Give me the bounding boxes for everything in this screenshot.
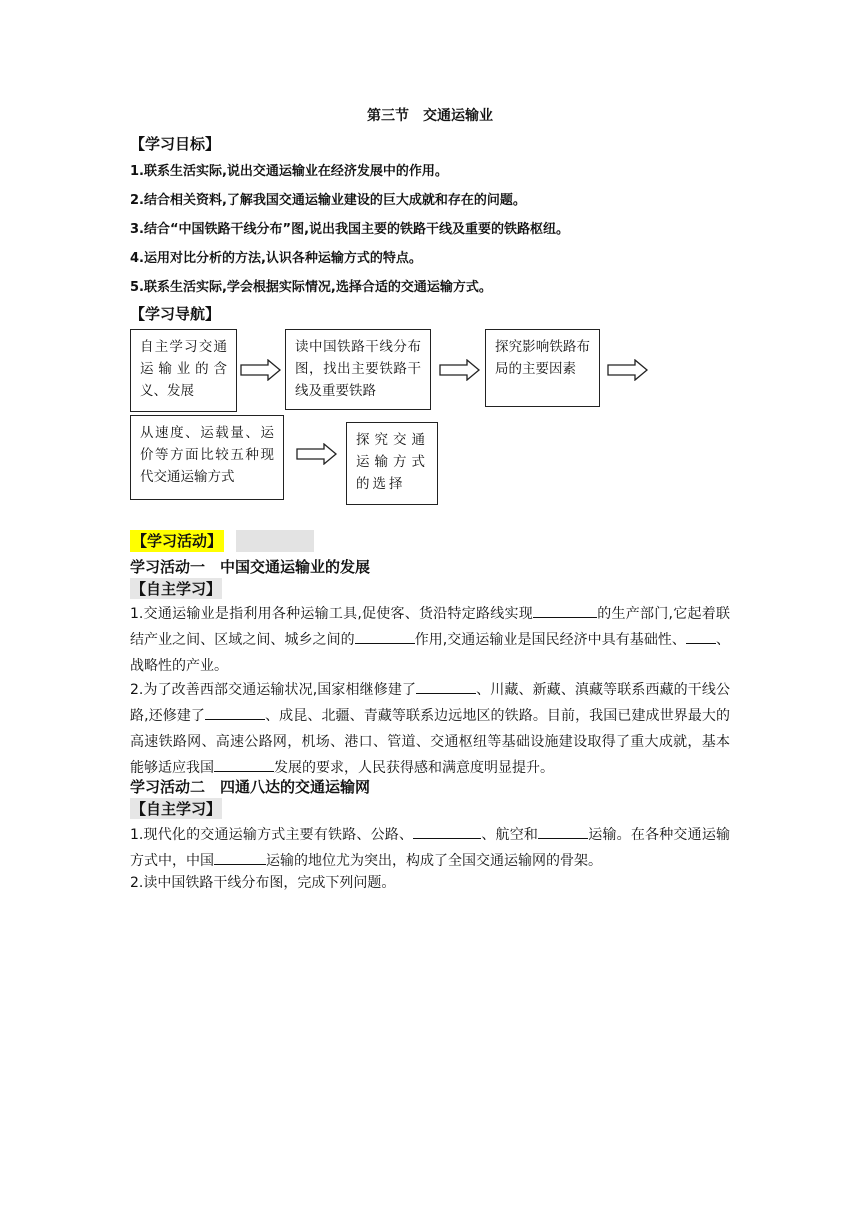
objective-4: 4.运用对比分析的方法,认识各种运输方式的特点。 xyxy=(130,251,422,266)
self-study-heading-1: 【自主学习】 xyxy=(131,580,222,598)
fill-blank[interactable] xyxy=(214,850,266,865)
fill-blank[interactable] xyxy=(533,603,597,618)
nav-heading: 【学习导航】 xyxy=(130,305,221,323)
text-segment: 、成昆、北疆、青藏等联系边远地区的铁路。目前，我国已建成世界最大的高速铁路网、高速公路网，机场、港口、管道、交通枢纽等基础设施建设取得了重大成就，基本能够适应我国 xyxy=(130,708,730,776)
activity-heading: 【学习活动】 xyxy=(132,532,223,550)
text-segment: 1.交通运输业是指利用各种运输工具,促使客、货沿特定路线实现 xyxy=(130,606,534,622)
objective-5: 5.联系生活实际,学会根据实际情况,选择合适的交通运输方式。 xyxy=(130,280,492,295)
flow-box-5: 探究交通运输方式的选择 xyxy=(346,422,438,505)
highlight-strip xyxy=(236,530,314,552)
flow-arrow-2 xyxy=(439,359,481,381)
text-segment: 1.现代化的交通运输方式主要有铁路、公路、 xyxy=(130,827,414,843)
fill-blank[interactable] xyxy=(355,629,415,644)
fill-blank[interactable] xyxy=(538,824,588,839)
page-title: 第三节 交通运输业 xyxy=(367,108,493,124)
flow-box-4: 从速度、运载量、运价等方面比较五种现代交通运输方式 xyxy=(130,415,284,500)
flow-arrow-1 xyxy=(240,359,282,381)
text-segment: 作用,交通运输业是国民经济中具有基础性、 xyxy=(414,632,686,648)
text-segment: 、航空和 xyxy=(481,827,539,843)
fill-blank[interactable] xyxy=(214,757,274,772)
text-segment: 的生产部门,它起着联结产业之间、区域之间、城乡之间的 xyxy=(130,606,730,648)
activity-2-title: 学习活动二 四通八达的交通运输网 xyxy=(130,778,371,796)
objective-3: 3.结合“中国铁路干线分布”图,说出我国主要的铁路干线及重要的铁路枢纽。 xyxy=(130,222,570,237)
flow-arrow-3 xyxy=(607,359,649,381)
flow-box-1: 自主学习交通运输业的含义、发展 xyxy=(130,329,237,412)
flow-arrow-4 xyxy=(296,443,338,465)
text-segment: 、战略性的产业。 xyxy=(130,632,731,674)
text-segment: 发展的要求，人民获得感和满意度明显提升。 xyxy=(274,760,554,776)
activity-2-paragraph-1 xyxy=(130,822,730,874)
fill-blank[interactable] xyxy=(686,629,716,644)
fill-blank[interactable] xyxy=(205,705,265,720)
text-segment: 2.为了改善西部交通运输状况,国家相继修建了 xyxy=(130,682,417,698)
objective-2: 2.结合相关资料,了解我国交通运输业建设的巨大成就和存在的问题。 xyxy=(130,193,526,208)
flow-box-3: 探究影响铁路布局的主要因素 xyxy=(485,329,600,407)
activity-1-paragraph-1 xyxy=(130,601,730,679)
fill-blank[interactable] xyxy=(416,679,476,694)
objectives-heading: 【学习目标】 xyxy=(130,135,221,153)
activity-1-title: 学习活动一 中国交通运输业的发展 xyxy=(130,558,371,576)
self-study-heading-2: 【自主学习】 xyxy=(131,800,222,818)
fill-blank[interactable] xyxy=(413,824,481,839)
text-segment: 运输的地位尤为突出，构成了全国交通运输网的骨架。 xyxy=(266,853,602,869)
flow-box-2: 读中国铁路干线分布图，找出主要铁路干线及重要铁路 xyxy=(285,329,431,410)
activity-1-paragraph-2 xyxy=(130,677,730,781)
text-segment: 运输。在各种交通运输方式中，中国 xyxy=(130,827,731,869)
text-segment: 、川藏、新藏、滇藏等联系西藏的干线公路,还修建了 xyxy=(130,682,730,724)
activity-2-paragraph-2: 2.读中国铁路干线分布图，完成下列问题。 xyxy=(130,875,396,891)
objective-1: 1.联系生活实际,说出交通运输业在经济发展中的作用。 xyxy=(130,164,448,179)
